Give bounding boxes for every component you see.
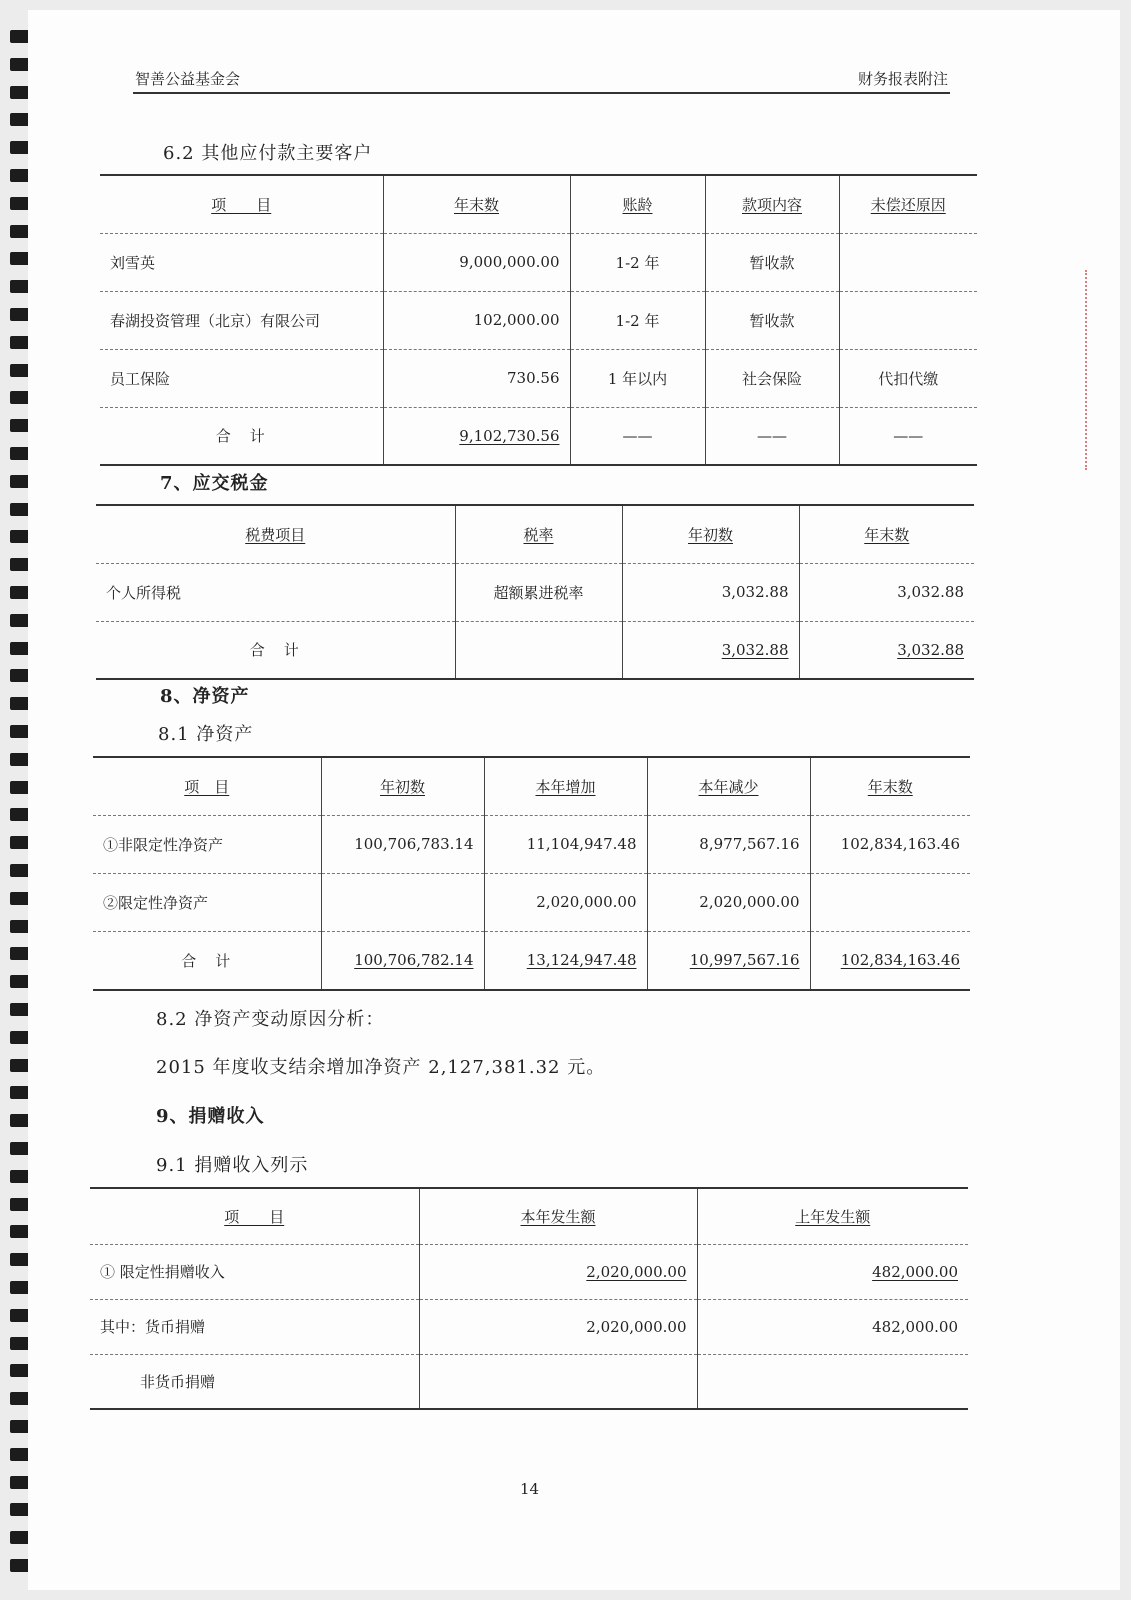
cell: 102,834,163.46 <box>810 931 970 990</box>
cell: 2,020,000.00 <box>484 873 647 931</box>
cell: 2,020,000.00 <box>647 873 810 931</box>
cell: ②限定性净资产 <box>93 873 321 931</box>
section-9-1-title: 9.1 捐赠收入列示 <box>156 1155 309 1176</box>
table-header-row <box>93 757 970 815</box>
org-name: 智善公益基金会 <box>135 70 241 88</box>
cell: —— <box>570 407 705 465</box>
col-header: 本年减少 <box>647 757 810 815</box>
cell: 3,032.88 <box>622 621 799 679</box>
table-header-row <box>100 175 977 233</box>
cell: 1-2 年 <box>570 233 705 291</box>
table-row <box>100 349 977 407</box>
cell: —— <box>839 407 977 465</box>
cell: 13,124,947.48 <box>484 931 647 990</box>
cell: 暂收款 <box>705 233 839 291</box>
col-header: 账龄 <box>570 175 705 233</box>
cell: 春湖投资管理（北京）有限公司 <box>100 291 383 349</box>
col-header: 年末数 <box>810 757 970 815</box>
page-header <box>133 66 950 94</box>
table-header-row <box>90 1188 968 1244</box>
cell: —— <box>705 407 839 465</box>
cell: 非货币捐赠 <box>90 1354 419 1409</box>
cell: 10,997,567.16 <box>647 931 810 990</box>
net-assets-table <box>93 756 970 991</box>
col-header: 项 目 <box>90 1188 419 1244</box>
col-header: 项 目 <box>93 757 321 815</box>
section-7-title: 7、应交税金 <box>160 473 269 494</box>
cell: 个人所得税 <box>96 563 455 621</box>
section-8-2-title: 8.2 净资产变动原因分析： <box>156 1009 385 1030</box>
table-row <box>100 291 977 349</box>
cell: 3,032.88 <box>799 563 974 621</box>
section-9-title: 9、捐赠收入 <box>156 1106 265 1127</box>
cell: 102,000.00 <box>383 291 570 349</box>
cell: 100,706,782.14 <box>321 931 484 990</box>
col-header: 上年发生额 <box>697 1188 968 1244</box>
table-row <box>90 1299 968 1354</box>
col-header: 款项内容 <box>705 175 839 233</box>
doc-title: 财务报表附注 <box>857 70 948 88</box>
cell: 100,706,783.14 <box>321 815 484 873</box>
cell: 3,032.88 <box>799 621 974 679</box>
col-header: 项 目 <box>100 175 383 233</box>
cell <box>839 233 977 291</box>
cell <box>697 1354 968 1409</box>
total-row <box>93 931 970 990</box>
cell: 合 计 <box>100 407 383 465</box>
table-row <box>93 815 970 873</box>
col-header: 未偿还原因 <box>839 175 977 233</box>
cell: 9,102,730.56 <box>383 407 570 465</box>
cell: 暂收款 <box>705 291 839 349</box>
table-row <box>100 233 977 291</box>
cell: 合 计 <box>96 621 455 679</box>
table-row <box>96 563 974 621</box>
cell: ① 限定性捐赠收入 <box>90 1244 419 1299</box>
col-header: 税率 <box>455 505 622 563</box>
cell: 代扣代缴 <box>839 349 977 407</box>
cell: 482,000.00 <box>697 1299 968 1354</box>
cell: 11,104,947.48 <box>484 815 647 873</box>
cell: 2,020,000.00 <box>419 1299 697 1354</box>
cell: 合 计 <box>93 931 321 990</box>
section-8-title: 8、净资产 <box>160 686 250 707</box>
payables-table <box>100 174 977 466</box>
donation-table <box>90 1187 968 1410</box>
cell: 482,000.00 <box>697 1244 968 1299</box>
total-row <box>100 407 977 465</box>
col-header: 本年发生额 <box>419 1188 697 1244</box>
cell: 8,977,567.16 <box>647 815 810 873</box>
cell: 102,834,163.46 <box>810 815 970 873</box>
cell: 3,032.88 <box>622 563 799 621</box>
cell <box>839 291 977 349</box>
col-header: 税费项目 <box>96 505 455 563</box>
cell <box>810 873 970 931</box>
col-header: 年末数 <box>799 505 974 563</box>
total-row <box>96 621 974 679</box>
col-header: 本年增加 <box>484 757 647 815</box>
col-header: 年末数 <box>383 175 570 233</box>
cell: 1 年以内 <box>570 349 705 407</box>
cell: 超额累进税率 <box>455 563 622 621</box>
table-header-row <box>96 505 974 563</box>
cell: 2,020,000.00 <box>419 1244 697 1299</box>
cell <box>321 873 484 931</box>
col-header: 年初数 <box>321 757 484 815</box>
col-header: 年初数 <box>622 505 799 563</box>
cell <box>419 1354 697 1409</box>
cell: 9,000,000.00 <box>383 233 570 291</box>
tax-table <box>96 504 974 680</box>
cell: 1-2 年 <box>570 291 705 349</box>
cell: 其中：货币捐赠 <box>90 1299 419 1354</box>
cell: 刘雪英 <box>100 233 383 291</box>
page-number: 14 <box>520 1480 540 1498</box>
seal-stamp-edge <box>1085 270 1101 470</box>
cell: 730.56 <box>383 349 570 407</box>
table-row <box>90 1354 968 1409</box>
cell: 员工保险 <box>100 349 383 407</box>
cell: ①非限定性净资产 <box>93 815 321 873</box>
cell: 社会保险 <box>705 349 839 407</box>
analysis-text: 2015 年度收支结余增加净资产 2,127,381.32 元。 <box>156 1057 606 1078</box>
table-row <box>93 873 970 931</box>
cell <box>455 621 622 679</box>
section-6-2-title: 6.2 其他应付款主要客户 <box>163 143 373 164</box>
section-8-1-title: 8.1 净资产 <box>158 724 254 745</box>
table-row <box>90 1244 968 1299</box>
